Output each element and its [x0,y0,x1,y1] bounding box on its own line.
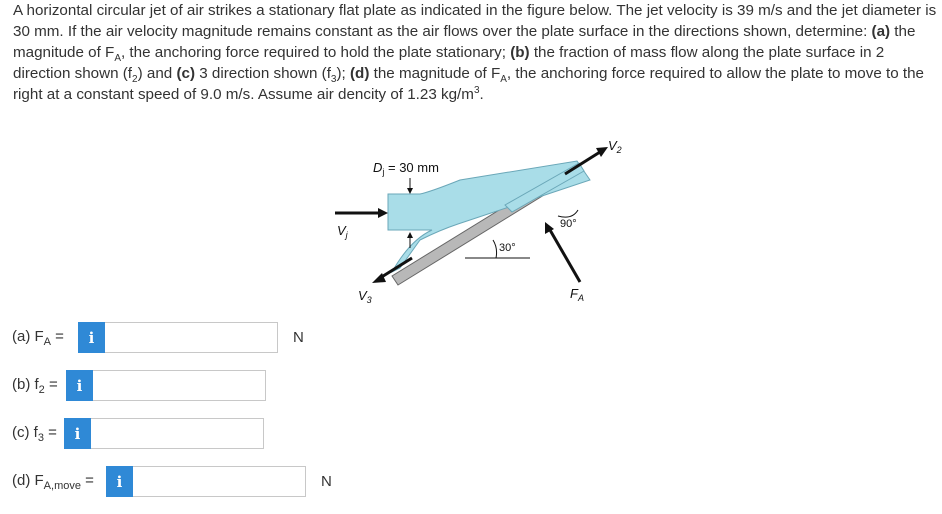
info-icon[interactable]: i [66,370,93,401]
part-a-text: the magnitude of F [13,23,916,61]
answer-a-input[interactable] [105,322,278,353]
answer-c-input[interactable] [91,418,264,449]
answer-c-label-sub: 3 [37,431,44,444]
answer-c-label-post: = [43,423,57,441]
info-icon[interactable]: i [106,466,133,497]
fa-arrow [550,230,580,282]
part-b-tag: (b) [510,44,530,61]
answer-row-a [12,322,304,353]
part-d-sup: 3 [473,84,480,96]
v2-label [608,138,622,155]
angle-90-label: 90° [560,218,577,230]
vj-main: V [337,223,346,238]
dj-arrowhead-top [407,188,413,194]
dj-rest: = 30 mm [384,160,439,175]
answer-d-label-post: = [80,471,94,489]
answer-a-label [12,328,70,348]
answer-a-label-sub: A [43,335,52,348]
part-d-end: . [479,86,484,103]
answer-d-label [12,472,102,492]
part-a-sub: A [114,53,121,65]
part-b-text: the fraction of mass flow along the plate surface in 2 direction shown (f [13,44,885,82]
part-b-tail: ) and [137,65,177,82]
answer-b-label-pre: (b) f [12,375,39,393]
answer-b-label-post: = [44,375,58,393]
part-b-sub: 2 [132,74,138,86]
v3-sub: 3 [366,295,372,305]
info-icon[interactable]: i [78,322,105,353]
vj-sub: j [345,230,348,240]
part-c-tail: ); [336,65,350,82]
jet-plate-figure [300,130,660,310]
v2-main: V [608,138,617,153]
vj-arrowhead [378,208,388,218]
answer-b-label [12,376,62,396]
part-d-text: the magnitude of F [369,65,501,82]
part-d-sub: A [500,74,507,86]
answer-c-label-pre: (c) f [12,423,38,441]
answer-row-c [12,418,264,449]
fa-main: F [570,286,578,301]
answer-b-label-sub: 2 [38,383,45,396]
answer-a-label-post: = [51,327,64,345]
part-c-tag: (c) [176,65,195,82]
answer-c-label [12,424,62,444]
answer-row-b [12,370,266,401]
vj-label [337,223,349,240]
dj-sub: j [382,167,385,177]
part-a-tail: , the anchoring force required to hold the plate stationary; [120,44,511,61]
part-a-tag: (a) [871,23,891,40]
answer-b-input[interactable] [93,370,266,401]
answer-d-unit: N [321,473,332,490]
dj-label [373,160,439,177]
v3-main: V [358,288,367,303]
answer-d-input[interactable] [133,466,306,497]
part-d-tail: , the anchoring force required to allow the plate to move to the right at a constant speed of 9.0 m/s. Assume air dencity of 1.23 kg/m [13,65,924,103]
dj-main: D [373,160,383,175]
problem-intro: A horizontal circular jet of air strikes a stationary flat plate as indicated in the figure below. The jet velocity is 39 m/s and the jet diameter is 30 mm. If the air velocity magnitude remains constant as the air flows over the plate surface in the directions shown, determine: [13,2,937,40]
v3-label [358,288,372,305]
angle-30-arc [493,240,497,258]
part-c-sub: 3 [330,74,337,86]
answer-a-label-pre: (a) F [12,327,44,345]
answer-a-unit: N [293,329,304,346]
v2-sub: 2 [616,145,622,155]
info-icon[interactable]: i [64,418,91,449]
answer-d-label-sub: A,move [43,479,81,492]
problem-statement [13,0,938,105]
fa-label [570,286,584,303]
part-d-tag: (d) [349,65,370,82]
answer-d-label-pre: (d) F [12,471,44,489]
answer-row-d [12,466,332,497]
fa-sub: A [577,293,584,303]
angle-90-arc [558,210,578,217]
dj-arrowhead-bottom [407,232,413,238]
part-c-text: 3 direction shown (f [195,65,331,82]
angle-30-label: 30° [499,242,516,254]
